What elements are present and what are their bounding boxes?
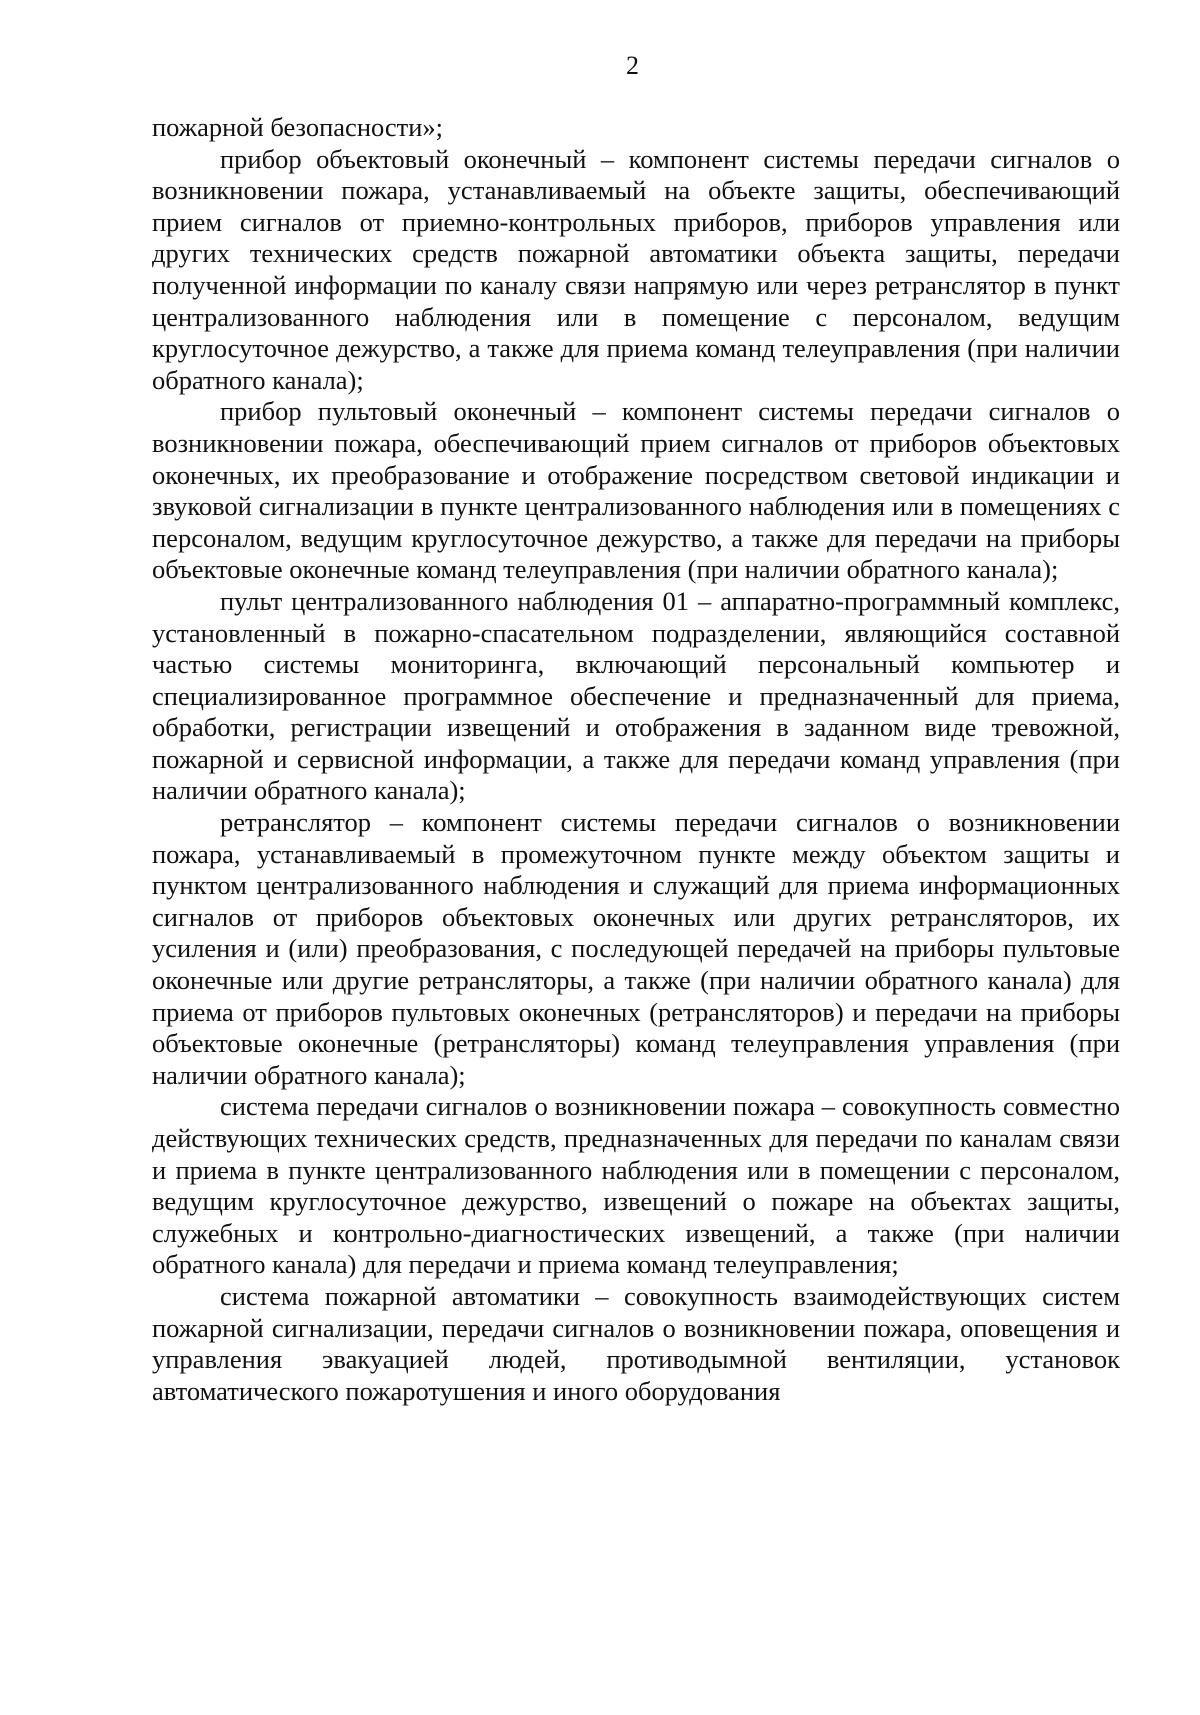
paragraph-continuation: пожарной безопасности»; [152, 112, 444, 142]
paragraph-definition-object-terminal: прибор объектовый оконечный – компонент системы передачи сигналов о возникновении пожара, устанавливаемый на объекте защиты, обеспечивающий прием сигналов от приемно-контрольных приборов, приборов управления или других технических средств пожарной автоматики объекта защиты, передачи полученной информации по каналу связи напрямую или через ретранслятор в пункт централизованного наблюдения или в помещение с персоналом, ведущим круглосуточное дежурство, а также для приема команд телеуправления (при наличии обратного канала); [152, 143, 1120, 395]
paragraph-definition-repeater: ретранслятор – компонент системы передачи сигналов о возникновении пожара, устанавливаемый в промежуточном пункте между объектом защиты и пунктом централизованного наблюдения и служащий для приема информационных сигналов от приборов объектовых оконечных или других ретрансляторов, их усиления и (или) преобразования, с последующей передачей на приборы пультовые оконечные или другие ретрансляторы, а также (при наличии обратного канала) для приема от приборов пультовых оконечных (ретрансляторов) и передачи на приборы объектовые оконечные (ретрансляторы) команд телеуправления управления (при наличии обратного канала); [152, 807, 1120, 1090]
paragraph-definition-console-terminal: прибор пультовый оконечный – компонент системы передачи сигналов о возникновении пожара, обеспечивающий прием сигналов от приборов объектовых оконечных, их преобразование и отображение посредством световой индикации и звуковой сигнализации в пункте централизованного наблюдения или в помещениях с персоналом, ведущим круглосуточное дежурство, а также для передачи на приборы объектовые оконечные команд телеуправления (при наличии обратного канала); [152, 396, 1120, 585]
page-number: 2 [626, 51, 639, 80]
paragraph-definition-central-console: пульт централизованного наблюдения 01 – аппаратно-программный комплекс, установленный в пожарно-спасательном подразделении, являющийся составной частью системы мониторинга, включающий персональный компьютер и специализированное программное обеспечение и предназначенный для приема, обработки, регистрации извещений и отображения в заданном виде тревожной, пожарной и сервисной информации, а также для передачи команд управления (при наличии обратного канала); [152, 585, 1120, 806]
paragraph-definition-fire-automation: система пожарной автоматики – совокупность взаимодействующих систем пожарной сигнализации, передачи сигналов о возникновении пожара, оповещения и управления эвакуацией людей, противодымной вентиляции, установок автоматического пожаротушения и иного оборудования [152, 1280, 1120, 1406]
document-body [152, 112, 1120, 1407]
paragraph-definition-signal-system: система передачи сигналов о возникновении пожара – совокупность совместно действующих технических средств, предназначенных для передачи по каналам связи и приема в пункте централизованного наблюдения или в помещении с персоналом, ведущим круглосуточное дежурство, извещений о пожаре на объектах защиты, служебных и контрольно-диагностических извещений, а также (при наличии обратного канала) для передачи и приема команд телеуправления; [152, 1091, 1120, 1280]
